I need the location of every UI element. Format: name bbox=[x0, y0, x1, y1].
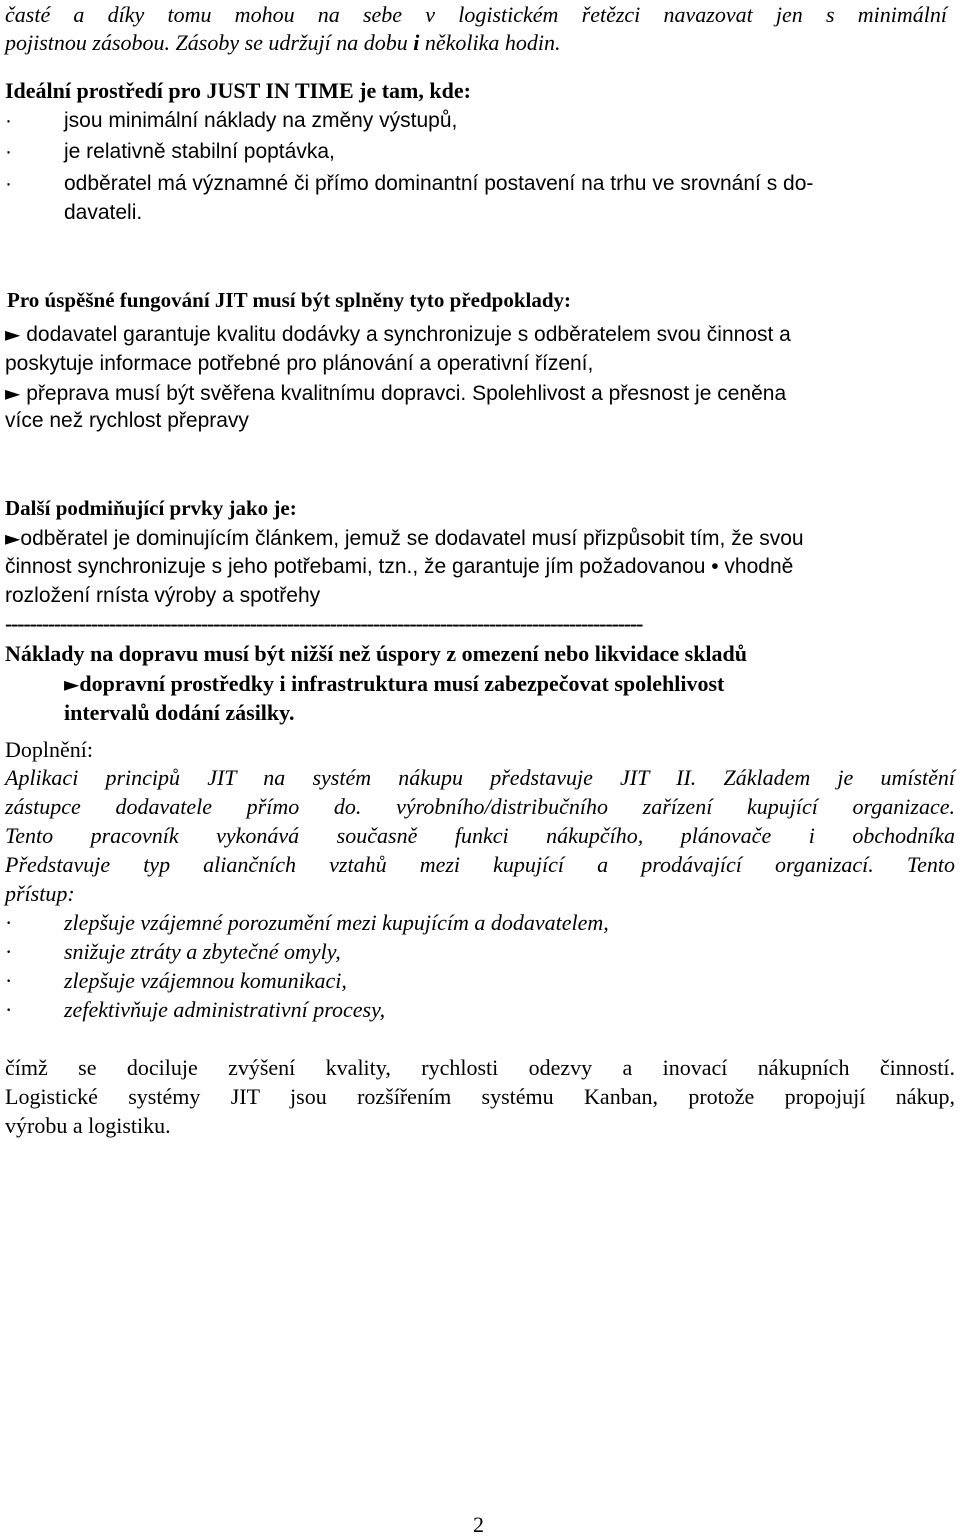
ideal-bullet-2: · bbox=[5, 140, 12, 163]
arrow-icon: ► bbox=[64, 672, 80, 696]
ideal-item-2: je relativně stabilní poptávka, bbox=[64, 140, 335, 163]
supplement-bullet-2: · bbox=[5, 939, 13, 964]
intro-line-2 bbox=[5, 30, 561, 56]
conditions-line-3 bbox=[5, 381, 786, 406]
costs-line-2 bbox=[64, 671, 724, 697]
further-heading: Další podmiňující prvky jako je: bbox=[5, 496, 297, 520]
further-line-1 bbox=[5, 526, 804, 551]
conditions-text-3b: Spolehlivost a přesnost je ceněna bbox=[466, 382, 787, 405]
supplement-bullet-1: · bbox=[5, 910, 13, 935]
conditions-line-2: poskytuje informace potřebné pro plánování a operativní řízení, bbox=[5, 352, 594, 375]
costs-line-3: intervalů dodání zásilky. bbox=[64, 700, 295, 725]
conditions-text-1: dodavatel garantuje kvalitu dodávky a synchronizuje s odběratelem svou činnost a bbox=[26, 323, 791, 346]
page-number: 2 bbox=[473, 1512, 484, 1537]
supplement-item-4: zefektivňuje administrativní procesy, bbox=[64, 997, 386, 1022]
intro-line-1: časté a díky tomu mohou na sebe v logistickém řetězci navazovat jen s minimální bbox=[5, 2, 947, 27]
ideal-bullet-3: · bbox=[5, 172, 12, 195]
ideal-item-3-cont: davateli. bbox=[64, 201, 143, 224]
supplement-heading: Doplnění: bbox=[5, 737, 93, 762]
closing-line-1: čímž se dociluje zvýšení kvality, rychlosti odezvy a inovací nákupních činností. bbox=[5, 1055, 955, 1080]
supplement-item-3: zlepšuje vzájemnou komunikaci, bbox=[64, 968, 347, 993]
supplement-item-1: zlepšuje vzájemné porozumění mezi kupujícím a dodavatelem, bbox=[64, 910, 609, 935]
costs-text-2: dopravní prostředky i infrastruktura musí zabezpečovat spolehlivost bbox=[79, 671, 725, 696]
supplement-line-2: zástupce dodavatele přímo do. výrobního/distribučního zařízení kupující organizace. bbox=[5, 794, 955, 819]
supplement-bullet-3: · bbox=[5, 968, 13, 993]
further-text-1: odběratel je dominujícím článkem, jemuž se dodavatel musí přizpůsobit tím, že svou bbox=[20, 527, 804, 550]
supplement-line-1: Aplikaci principů JIT na systém nákupu představuje JIT II. Základem je umístění bbox=[5, 765, 955, 790]
arrow-icon: ► bbox=[5, 526, 21, 550]
further-line-3: rozložení rnísta výroby a spotřehy bbox=[5, 584, 321, 607]
conditions-line-4: více než rychlost přepravy bbox=[5, 409, 249, 432]
ideal-item-1: jsou minimální náklady na změny výstupů, bbox=[64, 109, 458, 132]
supplement-bullet-4: · bbox=[5, 997, 13, 1022]
dashed-separator: -------------------------------------------------------------------------------------------------------- bbox=[5, 611, 643, 636]
intro-line-2-end: několika hodin. bbox=[419, 30, 561, 55]
closing-line-3: výrobu a logistiku. bbox=[5, 1113, 171, 1138]
closing-line-2: Logistické systémy JIT jsou rozšířením systému Kanban, protože propojují nákup, bbox=[5, 1084, 955, 1109]
supplement-line-3: Tento pracovník vykonává současně funkci nákupčího, plánovače i obchodníka bbox=[5, 823, 955, 848]
arrow-icon: ► bbox=[5, 381, 21, 405]
supplement-item-2: snižuje ztráty a zbytečné omyly, bbox=[64, 939, 341, 964]
ideal-item-3: odběratel má významné či přímo dominantní postavení na trhu ve srovnání s do- bbox=[64, 172, 814, 195]
intro-line-2-text: pojistnou zásobou. Zásoby se udržují na dobu bbox=[5, 30, 414, 55]
conditions-line-1 bbox=[5, 322, 955, 347]
arrow-icon: ► bbox=[5, 322, 21, 346]
ideal-bullet-1: · bbox=[5, 109, 12, 132]
approx-glyph: i bbox=[413, 30, 420, 55]
further-line-2: činnost synchronizuje s jeho potřebami, tzn., že garantuje jím požadovanou • vhodně bbox=[5, 555, 794, 578]
supplement-line-4: Představuje typ aliančních vztahů mezi kupující a prodávající organizací. Tento bbox=[5, 852, 955, 877]
conditions-text-3: přeprava musí být svěřena kvalitnímu dopravci. bbox=[26, 382, 467, 405]
ideal-heading: Ideální prostředí pro JUST IN TIME je tam, kde: bbox=[5, 78, 471, 103]
costs-line-1: Náklady na dopravu musí být nižší než úspory z omezení nebo likvidace skladů bbox=[5, 641, 748, 666]
conditions-heading: Pro úspěšné fungování JIT musí být splněny tyto předpoklady: bbox=[7, 288, 572, 312]
supplement-line-5: přístup: bbox=[5, 881, 75, 906]
